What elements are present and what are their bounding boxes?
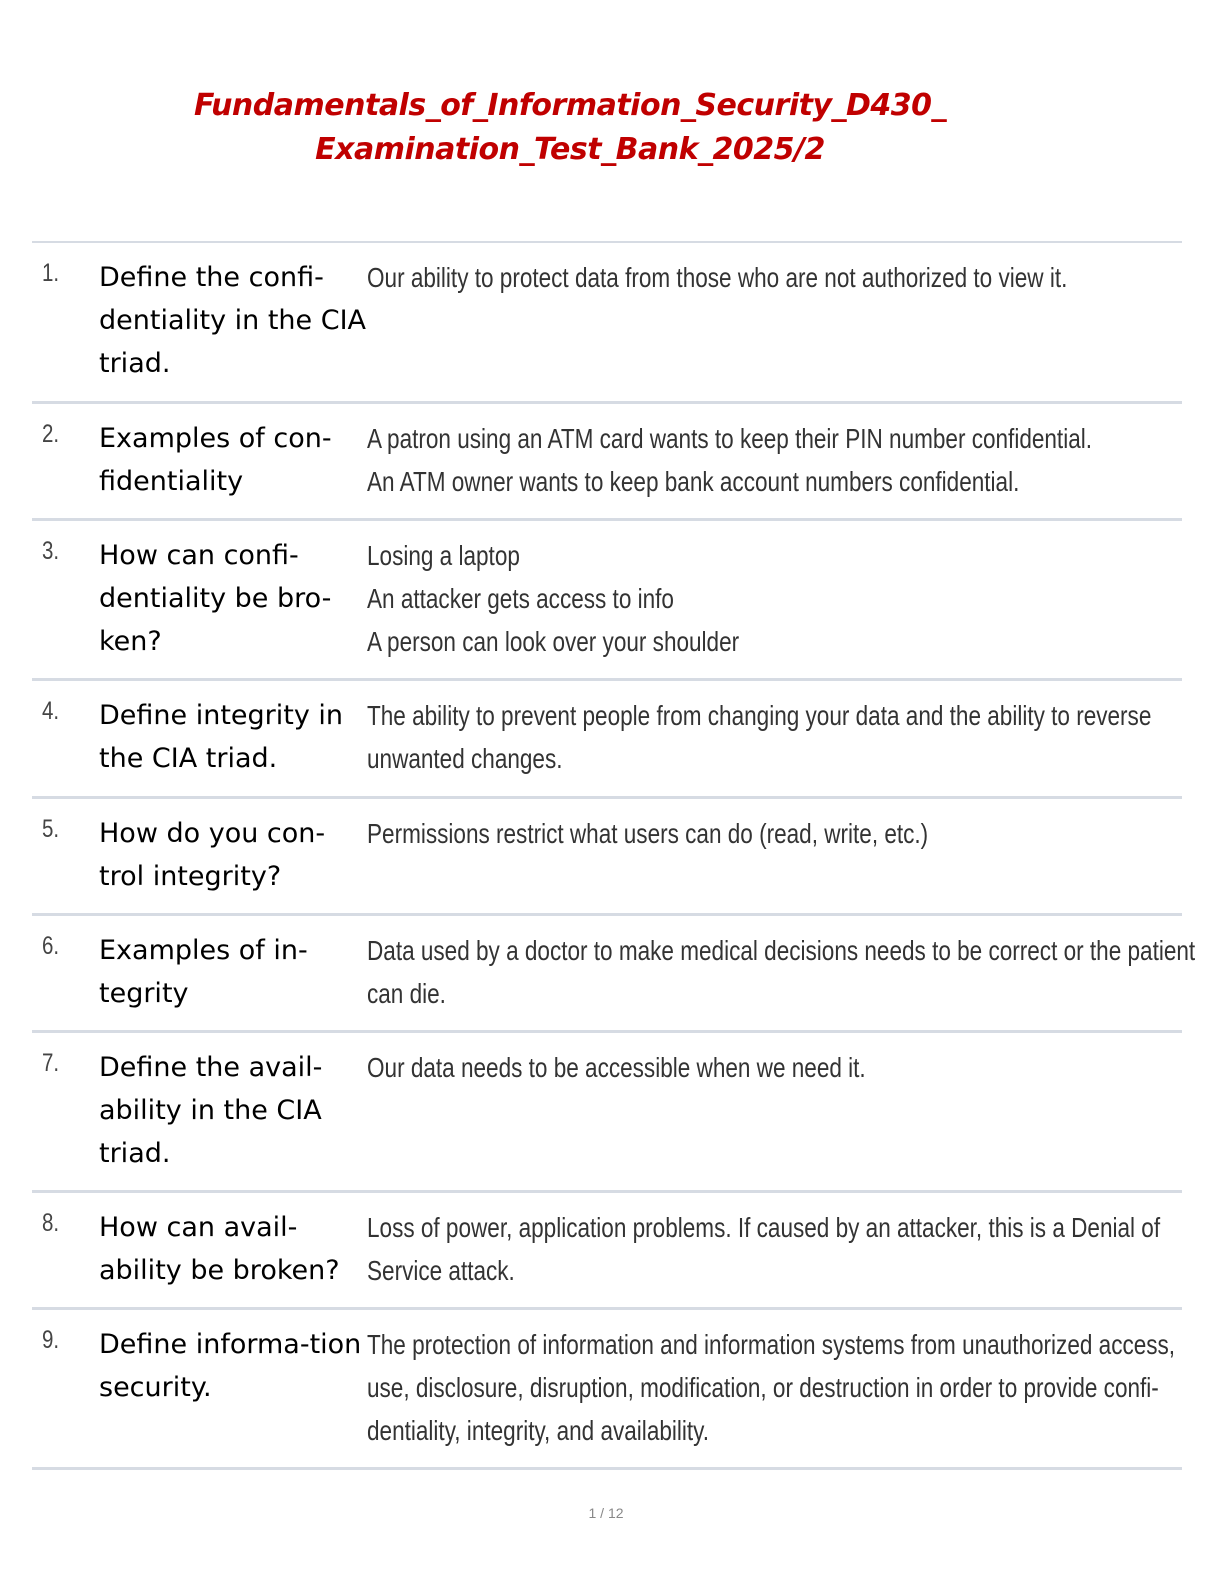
answer-text <box>367 929 1196 1015</box>
page-indicator: 1 / 12 <box>588 1505 624 1521</box>
answer-line: The protection of information and information systems from unauthorized access, <box>367 1329 1176 1360</box>
question-number: 4. <box>42 697 60 725</box>
answer-line: use, disclosure, disruption, modification, or destruction in order to provide confi- <box>367 1372 1159 1403</box>
question-number: 3. <box>42 537 60 565</box>
question-text: Examples of con-fidentiality <box>99 423 332 497</box>
question-number: 2. <box>42 420 60 448</box>
qa-row <box>32 916 1196 1033</box>
answer-text <box>367 694 1164 780</box>
qa-row <box>32 1310 1182 1470</box>
answer-line: can die. <box>367 978 446 1009</box>
question-text: How can avail-ability be broken? <box>99 1212 340 1286</box>
answer-line: Loss of power, application problems. If caused by an attacker, this is a Denial of <box>367 1212 1161 1243</box>
question-number: 7. <box>42 1049 60 1077</box>
answer-line: A patron using an ATM card wants to keep their PIN number confidential. <box>367 423 1093 454</box>
answer-line: Our ability to protect data from those who are not authorized to view it. <box>367 262 1068 293</box>
answer-text <box>367 812 1164 855</box>
question-number: 9. <box>42 1326 60 1354</box>
qa-row <box>32 521 1182 681</box>
question-text: Define integrity in the CIA triad. <box>99 700 344 774</box>
document-title-line-2: Examination_Test_Bank_2025/2 <box>315 132 825 167</box>
answer-text <box>367 417 1164 503</box>
answer-line: An attacker gets access to info <box>367 583 674 614</box>
answer-line: A person can look over your shoulder <box>367 626 740 657</box>
answer-line: Data used by a doctor to make medical decisions needs to be correct or the patient <box>367 935 1196 966</box>
answer-line: Permissions restrict what users can do (read, write, etc.) <box>367 818 929 849</box>
question-text: Examples of in-tegrity <box>99 935 308 1009</box>
qa-row <box>32 404 1182 521</box>
answer-line: Service attack. <box>367 1255 515 1286</box>
answer-line: The ability to prevent people from changing your data and the ability to reverse <box>367 700 1152 731</box>
answer-line: unwanted changes. <box>367 743 563 774</box>
question-text: How can confi-dentiality be bro-ken? <box>99 540 332 657</box>
question-text: How do you con-trol integrity? <box>99 818 326 892</box>
qa-row <box>32 681 1182 799</box>
answer-text <box>367 1206 1164 1292</box>
answer-text <box>367 256 1164 299</box>
document-title-line-1: Fundamentals_of_Information_Security_D430_ <box>193 88 947 123</box>
question-text: Define informa-tion security. <box>99 1329 362 1403</box>
question-text: Define the avail-ability in the CIA triad. <box>99 1052 323 1169</box>
answer-text <box>367 1046 1164 1089</box>
qa-row <box>32 243 1182 404</box>
question-number: 8. <box>42 1209 60 1237</box>
answer-line: dentiality, integrity, and availability. <box>367 1415 710 1446</box>
answer-line: An ATM owner wants to keep bank account numbers confidential. <box>367 466 1020 497</box>
qa-row <box>32 799 1182 916</box>
answer-text <box>367 534 1164 663</box>
question-number: 1. <box>42 259 60 287</box>
qa-row <box>32 1193 1182 1310</box>
question-text: Define the confi-dentiality in the CIA triad. <box>99 262 367 379</box>
qa-row <box>32 1033 1182 1193</box>
question-number: 6. <box>42 932 60 960</box>
question-number: 5. <box>42 815 60 843</box>
answer-line: Losing a laptop <box>367 540 520 571</box>
document-title <box>0 84 1140 172</box>
answer-line: Our data needs to be accessible when we need it. <box>367 1052 866 1083</box>
answer-text <box>367 1323 1176 1452</box>
qa-list <box>32 241 1196 1470</box>
